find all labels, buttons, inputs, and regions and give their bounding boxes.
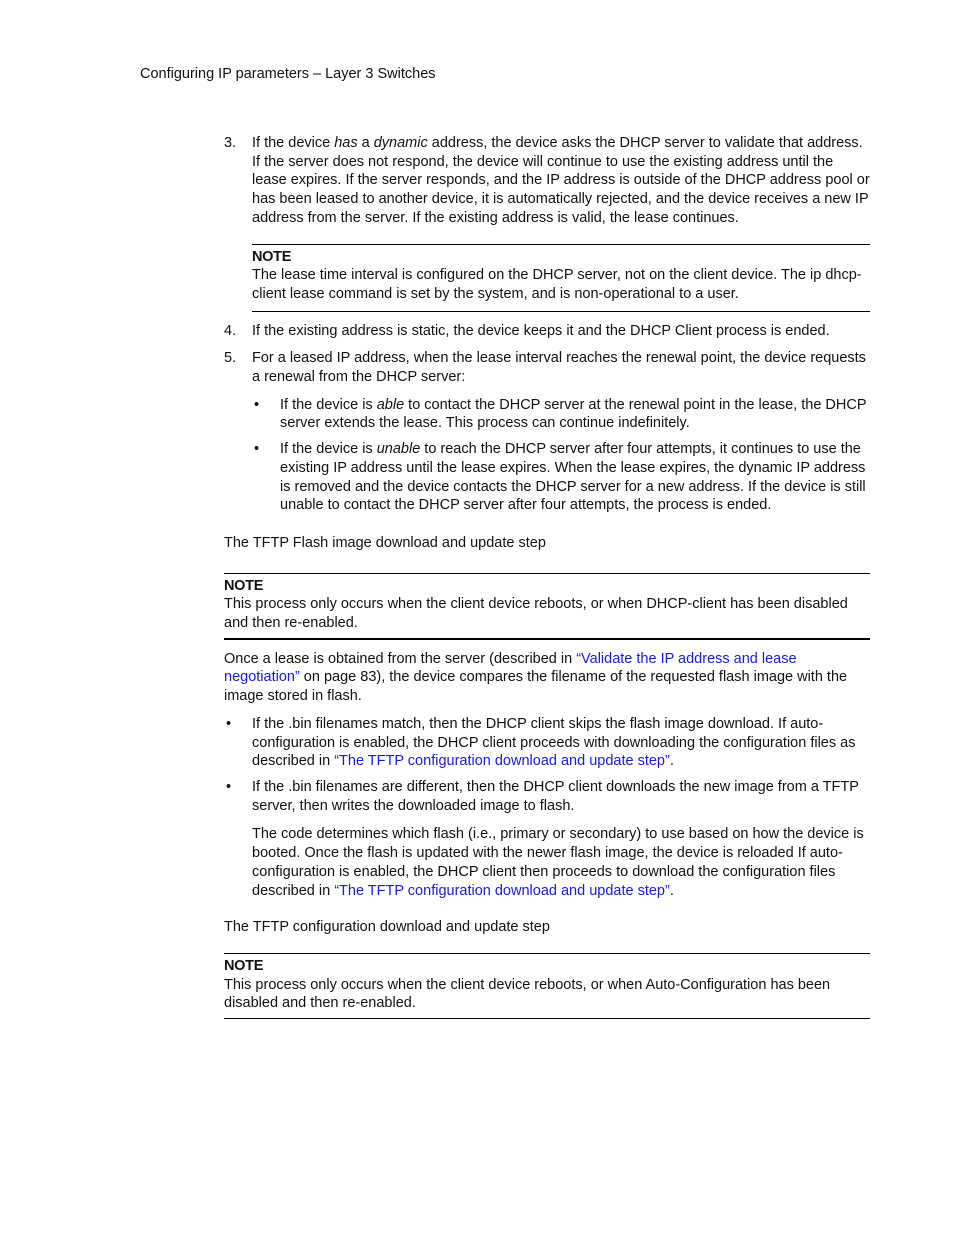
- note-text: This process only occurs when the client device reboots, or when DHCP-client has been disabled and then re-enabled.: [224, 596, 848, 632]
- keyword-has: has: [334, 135, 358, 151]
- list-item: [252, 396, 870, 433]
- keyword-unable: unable: [376, 441, 421, 458]
- bullet-text: [252, 715, 870, 771]
- step-number: 4.: [224, 322, 237, 339]
- keyword-auto-configuration: auto-configuration: [252, 845, 843, 880]
- section-heading-config: The TFTP configuration download and update step: [224, 919, 550, 936]
- note-label: NOTE: [252, 248, 292, 265]
- note-label: NOTE: [224, 577, 264, 594]
- note-label: NOTE: [224, 957, 264, 974]
- section-heading-flash: The TFTP Flash image download and update step: [224, 534, 546, 551]
- list-item: [252, 440, 870, 515]
- text-run: .: [669, 882, 674, 899]
- page-content: [224, 134, 870, 1019]
- bullet-continuation-paragraph: [252, 825, 870, 900]
- note-text: [252, 266, 870, 303]
- cross-reference-link[interactable]: “The TFTP configuration download and update step”: [334, 882, 670, 899]
- step-3-text: [252, 134, 870, 228]
- bullet-icon: •: [254, 396, 260, 413]
- note-text: This process only occurs when the client device reboots, or when Auto-Configuration has been disabled and then re-enabled.: [224, 976, 831, 1012]
- text-run: is enabled, the DHCP client then proceeds to download the configuration files described in: [252, 863, 836, 899]
- text-run: If the device is: [280, 396, 377, 413]
- bullet-icon: •: [226, 715, 232, 732]
- bullet-icon: •: [226, 778, 232, 795]
- text-run: The lease time interval is configured on the DHCP server, not on the client device. The: [252, 267, 811, 284]
- text-run: If the existing address is: [252, 322, 412, 339]
- step-5-text: For a leased IP address, when the lease interval reaches the renewal point, the device requests a renewal from the DHCP server:: [252, 350, 866, 386]
- text-run: a: [357, 135, 374, 151]
- text-run: on page 83), the device compares the filename of the requested flash image with the image stored in flash.: [224, 669, 848, 705]
- text-run: The code determines which flash (i.e., primary or secondary) to use based on how the device is booted. Once the flash is updated with the newer flash image, the device is reloaded If: [252, 826, 864, 862]
- text-run: If the device: [252, 135, 335, 151]
- list-item: [224, 715, 870, 771]
- note-lease-interval: [252, 244, 870, 312]
- text-run: , the device keeps it and the DHCP Client process is ended.: [445, 322, 830, 339]
- text-run: If the .bin filenames match, then the DHCP client skips the flash image download. If: [252, 715, 791, 732]
- text-run: to contact the DHCP server at the renewal point in the lease, the DHCP server extends the lease. This process can continue indefinitely.: [280, 396, 867, 432]
- keyword-auto-configuration: auto-configuration: [252, 715, 824, 751]
- flash-intro-paragraph: [224, 650, 870, 706]
- step-4: [224, 322, 870, 341]
- keyword-static: static: [411, 322, 446, 339]
- note-config-process: [224, 953, 870, 1019]
- cross-reference-link[interactable]: “Validate the IP address and lease negotiation”: [224, 650, 797, 686]
- text-run: Once a lease is obtained from the server (described in: [224, 650, 577, 667]
- step-4-text: [252, 322, 870, 341]
- command-keyword: ip dhcp-client lease: [252, 267, 862, 302]
- cross-reference-link[interactable]: “The TFTP configuration download and update step”: [334, 753, 670, 770]
- bullet-icon: •: [254, 441, 260, 458]
- running-header: Configuring IP parameters – Layer 3 Switches: [140, 66, 436, 82]
- list-item: [224, 778, 870, 900]
- text-run: .: [669, 753, 674, 770]
- keyword-able: able: [376, 396, 405, 413]
- keyword-dynamic: dynamic: [373, 135, 428, 151]
- step-number: 3.: [224, 135, 237, 151]
- text-run: command is set by the system, and is non-operational to a user.: [324, 285, 739, 302]
- step-number: 5.: [224, 350, 237, 367]
- note-flash-process: [224, 573, 870, 640]
- bullet-text: If the .bin filenames are different, then the DHCP client downloads the new image from a TFTP server, then writes the downloaded image to flash.: [252, 778, 859, 814]
- text-run: is enabled, the DHCP client proceeds with downloading the configuration files as described in: [252, 734, 856, 770]
- step-3: [224, 134, 870, 228]
- text-run: to reach the DHCP server after four attempts, it continues to use the existing IP address until the lease expires. When the lease expires, the dynamic IP address is removed and the device contacts the DHCP server for a new address. If the device is still unable to contact the DHCP server after four attempts, the process is ended.: [280, 441, 866, 514]
- text-run: address, the device asks the DHCP server to validate that address. If the server does not respond, the device will continue to use the existing address until the lease expires. If the server responds, and the IP address is outside of the DHCP address pool or has been leased to another device, it is automatically rejected, and the device receives a new IP address from the server. If the existing address is valid, the lease continues.: [252, 135, 870, 226]
- text-run: If the device is: [280, 441, 377, 458]
- bullet-text: [280, 396, 870, 433]
- bullet-text: [280, 440, 870, 515]
- step-5: [224, 349, 870, 515]
